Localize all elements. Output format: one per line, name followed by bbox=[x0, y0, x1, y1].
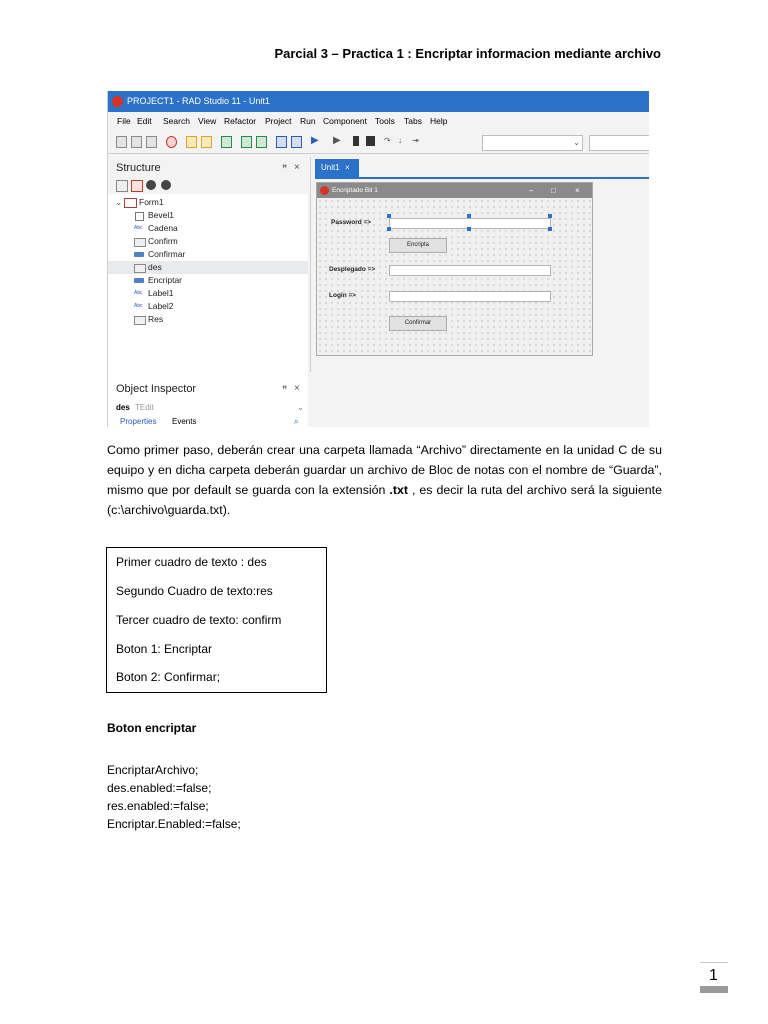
code-block bbox=[107, 761, 241, 833]
pin-icon[interactable]: ꟸ bbox=[282, 163, 288, 173]
tree-item-cadena[interactable] bbox=[108, 222, 308, 235]
menu-run[interactable]: Run bbox=[300, 116, 316, 126]
designer-tab-underline bbox=[315, 177, 649, 179]
res-edit[interactable] bbox=[389, 265, 551, 276]
view-unit-icon[interactable] bbox=[291, 136, 302, 148]
page-number-rule bbox=[700, 962, 728, 963]
selection-handle[interactable] bbox=[387, 214, 391, 218]
object-selector[interactable] bbox=[114, 402, 308, 414]
tree-item-label: Label2 bbox=[148, 301, 174, 311]
save-project-icon[interactable] bbox=[241, 136, 252, 148]
menu-view[interactable]: View bbox=[198, 116, 217, 126]
run-without-debug-icon[interactable]: ▶ bbox=[333, 135, 341, 146]
tab-properties[interactable]: Properties bbox=[120, 416, 156, 427]
close-icon[interactable]: × bbox=[345, 163, 350, 172]
tree-item-label: Encriptar bbox=[148, 275, 183, 285]
selection-handle[interactable] bbox=[467, 227, 471, 231]
move-down-icon[interactable] bbox=[161, 180, 171, 190]
form-body bbox=[317, 198, 592, 355]
label-icon: Abc bbox=[134, 225, 143, 231]
tree-item-res[interactable] bbox=[108, 313, 308, 326]
code-line: EncriptarArchivo; bbox=[107, 763, 199, 777]
object-type: TEdit bbox=[135, 403, 154, 412]
confirmar-button[interactable]: Confirmar bbox=[389, 316, 447, 331]
page-number: 1 bbox=[709, 967, 718, 984]
chevron-down-icon: ⌄ bbox=[297, 403, 304, 412]
tree-item-label: des bbox=[148, 262, 162, 272]
maximize-icon[interactable]: □ bbox=[551, 186, 556, 195]
panel-divider bbox=[310, 157, 311, 372]
pause-icon[interactable] bbox=[353, 136, 359, 146]
box-line: Primer cuadro de texto : des bbox=[116, 555, 267, 569]
ide-screenshot bbox=[107, 91, 649, 427]
menu-refactor[interactable]: Refactor bbox=[224, 116, 257, 126]
tree-item-label1[interactable] bbox=[108, 287, 308, 300]
document-header-title: Parcial 3 – Practica 1 : Encriptar informacion mediante archivo bbox=[274, 46, 661, 61]
tab-label: Unit1 bbox=[321, 163, 340, 172]
tree-item-label: Res bbox=[148, 314, 164, 324]
collapse-chevron-icon[interactable]: ⌄ bbox=[115, 197, 123, 207]
save-all-icon[interactable] bbox=[146, 136, 157, 148]
move-up-icon[interactable] bbox=[146, 180, 156, 190]
encriptar-button[interactable]: Encripta bbox=[389, 238, 447, 253]
selection-handle[interactable] bbox=[387, 227, 391, 231]
menu-component[interactable]: Component bbox=[323, 116, 367, 126]
password-label: Password => bbox=[331, 219, 372, 226]
configuration-combo[interactable]: ⌄ bbox=[482, 135, 583, 151]
tree-item-confirmar[interactable] bbox=[108, 248, 308, 261]
edit-icon bbox=[134, 238, 146, 247]
selection-handle[interactable] bbox=[548, 227, 552, 231]
bevel-icon bbox=[135, 212, 144, 221]
tree-item-des[interactable] bbox=[108, 261, 308, 274]
tab-events[interactable]: Events bbox=[172, 417, 197, 426]
ide-title-bar bbox=[108, 91, 649, 112]
step-over-icon[interactable]: ↷ bbox=[384, 136, 391, 145]
tree-item-label: Label1 bbox=[148, 288, 174, 298]
form-designer bbox=[316, 182, 593, 356]
menu-help[interactable]: Help bbox=[430, 116, 448, 126]
tree-item-form1[interactable] bbox=[108, 196, 308, 209]
section-title: Boton encriptar bbox=[107, 721, 197, 735]
component-names-box bbox=[106, 547, 327, 693]
folder-icon[interactable] bbox=[201, 136, 212, 148]
menu-edit[interactable]: Edit bbox=[137, 116, 152, 126]
tab-unit1[interactable] bbox=[315, 159, 359, 177]
paragraph-extension: .txt bbox=[389, 483, 408, 497]
tree-item-label: Confirmar bbox=[148, 249, 186, 259]
menu-tools[interactable]: Tools bbox=[375, 116, 395, 126]
run-icon[interactable]: ▶ bbox=[311, 135, 319, 146]
toggle-form-icon[interactable] bbox=[276, 136, 287, 148]
trace-icon[interactable]: ⇥ bbox=[412, 136, 419, 145]
code-line: res.enabled:=false; bbox=[107, 799, 209, 813]
login-label: Login => bbox=[329, 292, 357, 299]
box-line: Boton 1: Encriptar bbox=[116, 642, 213, 656]
open-icon[interactable] bbox=[131, 136, 142, 148]
box-line: Tercer cuadro de texto: confirm bbox=[116, 613, 282, 627]
structure-title: Structure bbox=[116, 162, 161, 174]
tree-item-label: Bevel1 bbox=[148, 210, 174, 220]
desplegado-label: Desplegado => bbox=[329, 266, 376, 273]
tree-item-bevel1[interactable] bbox=[108, 209, 308, 222]
selection-handle[interactable] bbox=[548, 214, 552, 218]
menu-project[interactable]: Project bbox=[265, 116, 292, 126]
confirm-edit[interactable] bbox=[389, 291, 551, 302]
close-icon[interactable]: × bbox=[294, 383, 300, 394]
label-icon: Abc bbox=[134, 303, 143, 309]
new-icon[interactable] bbox=[116, 136, 127, 148]
edit-icon bbox=[134, 264, 146, 273]
tree-item-label2[interactable] bbox=[108, 300, 308, 313]
toolbar-divider bbox=[108, 153, 649, 154]
form-title: Encriptado Bit 1 bbox=[332, 187, 378, 194]
object-inspector-title: Object Inspector bbox=[116, 383, 197, 395]
box-line: Boton 2: Confirmar; bbox=[116, 670, 221, 684]
code-line: Encriptar.Enabled:=false; bbox=[107, 817, 241, 831]
delete-item-icon[interactable] bbox=[131, 180, 143, 192]
structure-panel-header bbox=[108, 157, 308, 179]
add-file-icon[interactable] bbox=[256, 136, 267, 148]
tree-item-label: Confirm bbox=[148, 236, 178, 246]
remove-icon[interactable] bbox=[166, 136, 177, 148]
menu-search[interactable]: Search bbox=[163, 116, 190, 126]
page-number-bar bbox=[700, 986, 728, 993]
form-icon bbox=[124, 198, 137, 208]
paragraph-text-end: , es decir la ruta del archivo será la siguiente (c:\archivo\guarda.txt). bbox=[107, 483, 662, 517]
pin-icon[interactable]: ꟸ bbox=[282, 384, 288, 394]
stop-icon[interactable] bbox=[366, 136, 375, 146]
rad-studio-logo-icon bbox=[112, 96, 123, 107]
object-inspector-header bbox=[108, 378, 308, 400]
button-icon bbox=[134, 278, 144, 283]
platform-combo[interactable] bbox=[589, 135, 649, 151]
tree-item-label: Form1 bbox=[139, 197, 164, 207]
open-project-icon[interactable] bbox=[186, 136, 197, 148]
button-icon bbox=[134, 252, 144, 257]
selection-handle[interactable] bbox=[467, 214, 471, 218]
close-icon[interactable]: × bbox=[294, 162, 300, 173]
edit-icon bbox=[134, 316, 146, 325]
tree-item-confirm[interactable] bbox=[108, 235, 308, 248]
paragraph-text: Como primer paso, deberán crear una carpeta llamada “Archivo” directamente en la unidad C de su equipo y en dicha carpeta deberán guardar un archivo de Bloc de notas con el nombre de “Guarda”, mismo que por default se guarda con la extensión bbox=[107, 443, 662, 497]
menu-tabs[interactable]: Tabs bbox=[404, 116, 422, 126]
close-icon[interactable]: × bbox=[575, 186, 580, 195]
box-line: Segundo Cuadro de texto:res bbox=[116, 584, 273, 598]
minimize-icon[interactable]: – bbox=[529, 186, 534, 195]
tree-item-label: Cadena bbox=[148, 223, 178, 233]
new-item-icon[interactable] bbox=[116, 180, 128, 192]
ide-window-title: PROJECT1 - RAD Studio 11 - Unit1 bbox=[127, 96, 270, 106]
ide-toolbar bbox=[108, 131, 649, 153]
object-inspector-tabs bbox=[114, 416, 308, 427]
tree-item-encriptar[interactable] bbox=[108, 274, 308, 287]
object-name: des bbox=[116, 403, 130, 412]
instructions-paragraph bbox=[107, 440, 662, 520]
search-icon[interactable]: ⌕ bbox=[294, 417, 299, 426]
ide-menu-bar bbox=[108, 112, 649, 131]
trace-into-icon[interactable]: ↓ bbox=[398, 136, 402, 145]
label-icon: Abc bbox=[134, 290, 143, 296]
menu-file[interactable]: File bbox=[117, 116, 131, 126]
app-icon bbox=[320, 186, 329, 195]
code-line: des.enabled:=false; bbox=[107, 781, 212, 795]
form-title-bar bbox=[317, 183, 592, 198]
save-icon[interactable] bbox=[221, 136, 232, 148]
